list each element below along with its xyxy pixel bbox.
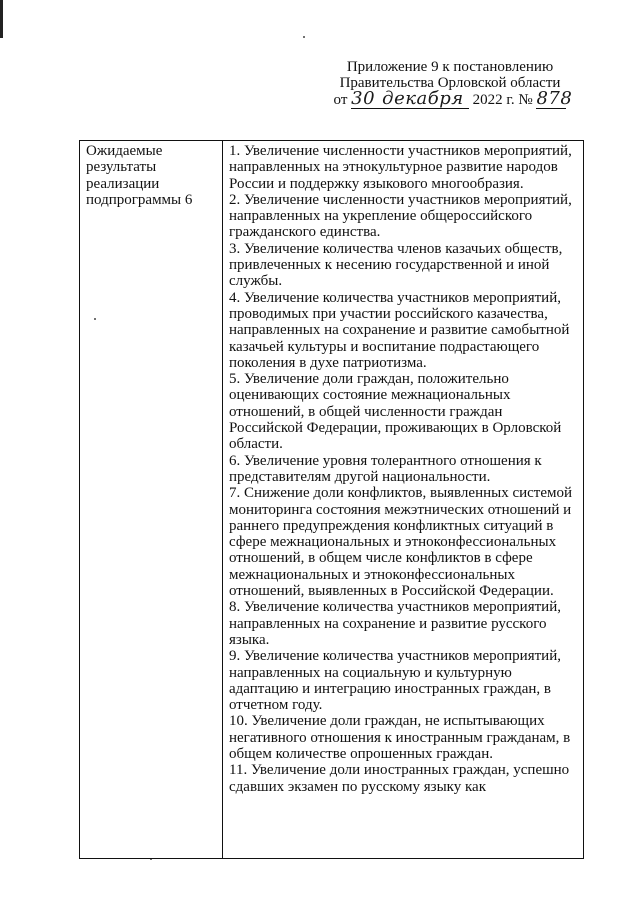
handwritten-month: декабря bbox=[382, 88, 464, 109]
handwritten-document-number: 878 bbox=[536, 88, 573, 109]
list-item: 6. Увеличение уровня толерантного отношения к представителям другой национальности. bbox=[229, 452, 542, 485]
table-row bbox=[80, 141, 584, 859]
label-cell bbox=[80, 141, 223, 859]
date-year-number-label: 2022 г. № bbox=[472, 92, 533, 108]
list-item: 5. Увеличение доли граждан, положительно оценивающих состояние межнациональных отношений, в общей численности граждан Российской Федерации, проживающих в Орловской области. bbox=[229, 371, 562, 453]
list-item: 9. Увеличение количества участников мероприятий, направленных на социальную и культурную адаптацию и интеграцию иностранных граждан, в отчетном году. bbox=[229, 648, 561, 714]
content-cell bbox=[223, 141, 584, 859]
scan-edge-mark bbox=[0, 0, 3, 38]
list-item: 11. Увеличение доли иностранных граждан, успешно сдавших экзамен по русскому языку как bbox=[229, 762, 570, 795]
list-item: 7. Снижение доли конфликтов, выявленных системой мониторинга состояния межэтнических отношений и раннего предупреждения конфликтных ситуаций в сфере межнациональных и этноконфессиональных отношений, в общем числе конфликтов в сфере межнациональных и этноконфессиональных отношений, выявленных в Российской Федерации. bbox=[229, 485, 573, 600]
document-header bbox=[330, 59, 573, 109]
results-table bbox=[79, 140, 584, 859]
header-appendix-line: Приложение 9 к постановлению bbox=[346, 59, 554, 75]
header-government-line: Правительства Орловской области bbox=[339, 75, 561, 91]
list-item: 2. Увеличение численности участников мероприятий, направленных на укрепление общероссийского гражданского единства. bbox=[229, 191, 572, 241]
expected-results-label: Ожидаемые результаты реализации подпрограммы 6 bbox=[86, 143, 193, 208]
list-item: 4. Увеличение количества участников мероприятий, проводимых при участии российского казачества, направленных на сохранение и развитие самобытной казачьей культуры и воспитание подрастающего поколения в духе патриотизма. bbox=[229, 289, 570, 371]
list-item: 10. Увеличение доли граждан, не испытывающих негативного отношения к иностранным гражданам, в общем количестве опрошенных граждан. bbox=[229, 713, 571, 762]
list-item: 8. Увеличение количества участников мероприятий, направленных на сохранение и развитие русского языка. bbox=[229, 599, 561, 648]
list-item: 1. Увеличение численности участников мероприятий, направленных на этнокультурное развитие народов России и поддержку языкового многообразия. bbox=[229, 143, 572, 192]
list-item: 3. Увеличение количества членов казачьих обществ, привлеченных к несению государственной и иной службы. bbox=[229, 240, 563, 290]
header-date-line bbox=[330, 88, 573, 109]
scan-speck bbox=[303, 36, 305, 38]
date-prefix: от bbox=[333, 92, 348, 108]
handwritten-day: 30 bbox=[351, 88, 376, 109]
